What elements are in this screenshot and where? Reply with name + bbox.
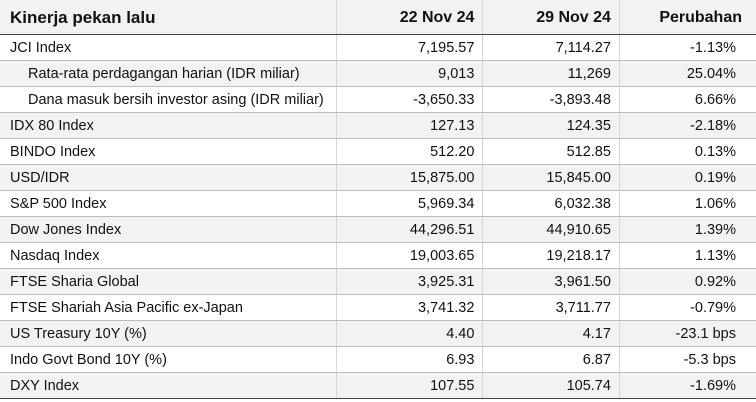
value-29-nov: 124.35 <box>483 113 620 139</box>
table-row <box>0 61 756 87</box>
value-change: 0.92% <box>619 269 756 295</box>
value-22-nov: 127.13 <box>336 113 483 139</box>
table-row <box>0 87 756 113</box>
value-22-nov: 5,969.34 <box>336 191 483 217</box>
row-label: Rata-rata perdagangan harian (IDR miliar) <box>0 61 336 87</box>
value-change: -0.79% <box>619 295 756 321</box>
value-29-nov: 7,114.27 <box>483 35 620 61</box>
value-29-nov: 3,961.50 <box>483 269 620 295</box>
value-29-nov: 6.87 <box>483 347 620 373</box>
value-29-nov: 44,910.65 <box>483 217 620 243</box>
table-row <box>0 243 756 269</box>
value-change: -1.69% <box>619 373 756 399</box>
value-29-nov: 105.74 <box>483 373 620 399</box>
value-22-nov: -3,650.33 <box>336 87 483 113</box>
value-change: 0.19% <box>619 165 756 191</box>
row-label: FTSE Sharia Global <box>0 269 336 295</box>
table-row <box>0 321 756 347</box>
row-label: BINDO Index <box>0 139 336 165</box>
value-22-nov: 4.40 <box>336 321 483 347</box>
row-label: DXY Index <box>0 373 336 399</box>
row-label: Dana masuk bersih investor asing (IDR miliar) <box>0 87 336 113</box>
value-change: 0.13% <box>619 139 756 165</box>
row-label: US Treasury 10Y (%) <box>0 321 336 347</box>
table-row <box>0 35 756 61</box>
value-29-nov: 15,845.00 <box>483 165 620 191</box>
row-label: JCI Index <box>0 35 336 61</box>
value-22-nov: 19,003.65 <box>336 243 483 269</box>
row-label: FTSE Shariah Asia Pacific ex-Japan <box>0 295 336 321</box>
table-row <box>0 373 756 399</box>
value-change: 1.06% <box>619 191 756 217</box>
value-22-nov: 15,875.00 <box>336 165 483 191</box>
table-row <box>0 191 756 217</box>
value-22-nov: 7,195.57 <box>336 35 483 61</box>
table-row <box>0 139 756 165</box>
row-label: USD/IDR <box>0 165 336 191</box>
value-29-nov: 4.17 <box>483 321 620 347</box>
value-22-nov: 44,296.51 <box>336 217 483 243</box>
value-change: 25.04% <box>619 61 756 87</box>
table-row <box>0 165 756 191</box>
table-body <box>0 35 756 399</box>
value-29-nov: 11,269 <box>483 61 620 87</box>
table-row <box>0 217 756 243</box>
value-change: -5.3 bps <box>619 347 756 373</box>
row-label: S&P 500 Index <box>0 191 336 217</box>
column-header-29-nov: 29 Nov 24 <box>483 0 620 35</box>
value-29-nov: 19,218.17 <box>483 243 620 269</box>
table-title: Kinerja pekan lalu <box>0 0 336 35</box>
table-row <box>0 347 756 373</box>
value-22-nov: 9,013 <box>336 61 483 87</box>
value-22-nov: 107.55 <box>336 373 483 399</box>
value-22-nov: 512.20 <box>336 139 483 165</box>
value-29-nov: 512.85 <box>483 139 620 165</box>
value-change: -23.1 bps <box>619 321 756 347</box>
value-change: 1.39% <box>619 217 756 243</box>
value-29-nov: 6,032.38 <box>483 191 620 217</box>
value-change: -2.18% <box>619 113 756 139</box>
value-29-nov: -3,893.48 <box>483 87 620 113</box>
row-label: Dow Jones Index <box>0 217 336 243</box>
row-label: IDX 80 Index <box>0 113 336 139</box>
value-22-nov: 3,741.32 <box>336 295 483 321</box>
row-label: Nasdaq Index <box>0 243 336 269</box>
value-change: -1.13% <box>619 35 756 61</box>
table-header <box>0 0 756 35</box>
table-row <box>0 269 756 295</box>
value-22-nov: 6.93 <box>336 347 483 373</box>
column-header-change: Perubahan <box>619 0 756 35</box>
column-header-22-nov: 22 Nov 24 <box>336 0 483 35</box>
table-row <box>0 113 756 139</box>
value-29-nov: 3,711.77 <box>483 295 620 321</box>
value-22-nov: 3,925.31 <box>336 269 483 295</box>
row-label: Indo Govt Bond 10Y (%) <box>0 347 336 373</box>
value-change: 6.66% <box>619 87 756 113</box>
table-row <box>0 295 756 321</box>
value-change: 1.13% <box>619 243 756 269</box>
header-row <box>0 0 756 35</box>
